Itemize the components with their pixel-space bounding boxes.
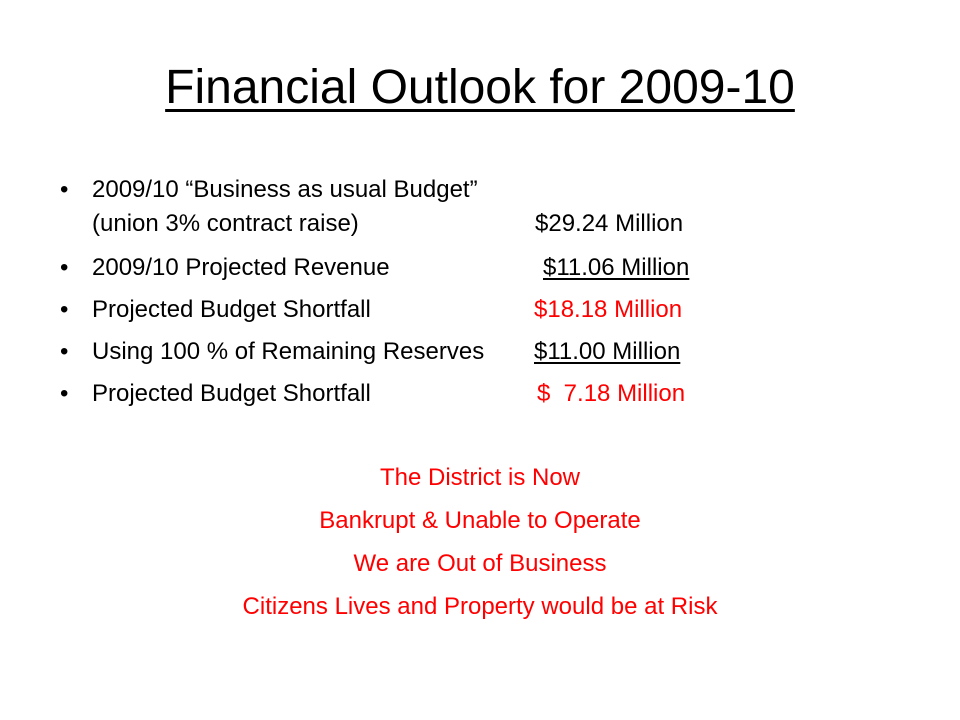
- bullet-marker: •: [60, 254, 69, 281]
- bullet-label-line2: (union 3% contract raise): [92, 210, 359, 237]
- conclusion-line-3: We are Out of Business: [353, 550, 607, 577]
- bullet-value-revenue: $11.06 Million: [543, 254, 690, 281]
- bullet-label-line1: 2009/10 “Business as usual Budget”: [92, 176, 478, 203]
- bullet-label: Using 100 % of Remaining Reserves: [92, 338, 485, 365]
- slide-title: Financial Outlook for 2009-10: [165, 61, 795, 114]
- conclusion-line-2: Bankrupt & Unable to Operate: [319, 507, 641, 534]
- bullet-label: 2009/10 Projected Revenue: [92, 254, 390, 281]
- bullet-marker: •: [60, 296, 69, 323]
- bullet-marker: •: [60, 338, 69, 365]
- conclusion-line-1: The District is Now: [379, 464, 581, 491]
- bullet-value-budget: $29.24 Million: [535, 210, 684, 237]
- bullet-value-reserves: $11.00 Million: [534, 338, 681, 365]
- bullet-business-as-usual-budget: [60, 176, 920, 240]
- conclusion-line-4: Citizens Lives and Property would be at Risk: [242, 593, 718, 620]
- bullet-label: Projected Budget Shortfall: [92, 296, 371, 323]
- bullet-label: Projected Budget Shortfall: [92, 380, 371, 407]
- bullet-value-shortfall: $18.18 Million: [534, 296, 683, 323]
- bullet-marker: •: [60, 176, 69, 203]
- bullet-marker: •: [60, 380, 69, 407]
- bullet-value-final-shortfall: $ 7.18 Million: [537, 380, 686, 407]
